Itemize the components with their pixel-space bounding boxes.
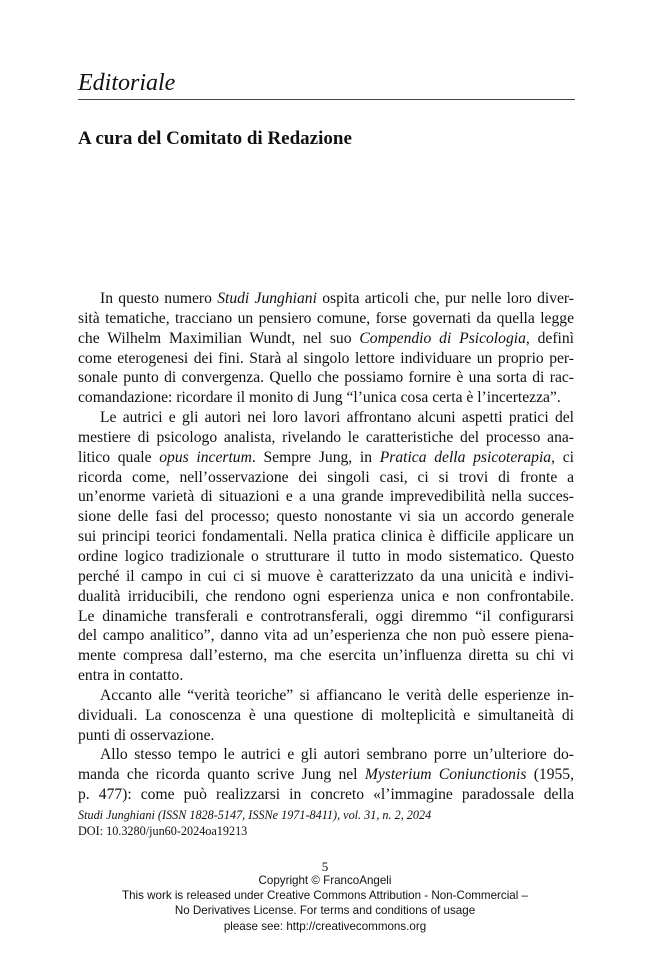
body-line [78,448,574,468]
text-run: entra in contatto. [78,667,184,685]
text-run: , definì [525,329,575,347]
body-line [78,587,574,607]
text-run: Accanto alle “verità teoriche” si affiancano le verità delle esperienze in- [100,686,574,704]
text-run: un’enorme varietà di situazioni e a una grande imprevedibilità nella succes- [78,488,574,506]
body-line [78,329,574,349]
text-run: sione delle fasi del processo; questo nonostante vi sia un accordo generale [78,508,574,526]
text-run: sità tematiche, tracciano un pensiero comune, forse governati da quella legge [78,309,574,327]
text-run: . Sempre Jung, in [251,448,380,466]
text-run: sui principi teorici fondamentali. Nella pratica clinica è difficile applicare un [78,528,574,546]
doi-line: DOI: 10.3280/jun60-2024oa19213 [78,824,248,838]
text-run: manda che ricorda quanto scrive Jung nel [78,766,365,784]
text-run: come eterogenesi dei fini. Starà al singolo lettore individuare un proprio per- [78,349,574,367]
text-run: ordine logico tradizionale o strutturare il tutto in modo sistematico. Questo [78,547,574,565]
italic-title: opus incertum [159,448,252,466]
body-line [78,547,574,567]
body-line [78,607,574,627]
body-line [78,765,574,785]
journal-citation: Studi Junghiani (ISSN 1828-5147, ISSNe 1971-8411), vol. 31, n. 2, 2024 [78,808,432,822]
body-line [78,309,574,329]
body-line [78,726,574,746]
body-line [78,745,574,765]
section-heading: Editoriale [78,70,176,96]
article-body [78,289,574,805]
body-line [78,487,574,507]
license-line: This work is released under Creative Commons Attribution - Non-Commercial – [122,889,528,903]
body-line [78,468,574,488]
text-run: ospita articoli che, pur nelle loro diver- [316,290,574,307]
body-line [78,527,574,547]
body-line [78,368,574,388]
italic-title: Compendio di Psicologia [359,329,526,347]
body-line [78,785,574,805]
page-number: 5 [321,859,329,874]
italic-title: Pratica della psicoterapia [379,448,552,466]
heading-divider [78,99,575,100]
text-run: dualità irriducibili, che rendono ogni esperienza unica e non confrontabile. [78,587,574,605]
text-run: p. 477): come può realizzarsi in concreto «l’immagine paradossale della [78,786,574,804]
text-run: , ci [551,448,574,466]
body-line [78,626,574,646]
license-footer [0,873,650,934]
text-run: che Wilhelm Maximilian Wundt, nel suo [78,329,360,347]
body-line [78,408,574,428]
text-run: Allo stesso tempo le autrici e gli autori sembrano porre un’ulteriore do- [100,746,574,764]
license-line: please see: http://creativecommons.org [223,919,427,933]
citation-block [78,807,431,839]
body-line [78,388,574,408]
body-line [78,686,574,706]
text-run: Le autrici e gli autori nei loro lavori affrontano alcuni aspetti pratici del [100,409,574,427]
text-run: mente compresa dall’esterno, ma che esercita un’influenza diretta su chi vi [78,647,574,665]
article-title: A cura del Comitato di Redazione [78,128,352,149]
text-run: (1955, [526,766,574,784]
italic-title: Mysterium Coniunctionis [364,766,527,784]
body-line [78,666,574,686]
copyright-line: Copyright © FrancoAngeli [258,874,392,887]
text-run: dividuali. La conoscenza è una questione di molteplicità e simultaneità di [78,706,574,724]
text-run: perché il campo in cui ci si muove è caratterizzato da una unicità e indivi- [78,567,574,585]
text-run: del campo analitico”, danno vita ad un’esperienza che non può essere piena- [78,627,574,645]
body-line [78,706,574,726]
body-line [78,428,574,448]
text-run: Le dinamiche transferali e controtransferali, oggi diremmo “il configurarsi [78,607,574,625]
text-run: ricorda come, nell’osservazione dei singoli casi, ci si trovi di fronte a [78,468,574,486]
text-run: litico quale [78,448,160,466]
body-line [78,646,574,666]
text-run: comandazione: ricordare il monito di Jung “l’unica cosa certa è l’incertezza”. [78,389,561,407]
body-line [78,289,574,309]
body-line [78,567,574,587]
license-line: No Derivatives License. For terms and conditions of usage [174,904,476,918]
body-line [78,349,574,369]
text-run: punti di osservazione. [78,726,215,744]
text-run: mestiere di psicologo analista, rivelando le caratteristiche del processo ana- [78,428,574,446]
text-run: sonale punto di convergenza. Quello che possiamo fornire è una sorta di rac- [78,369,574,387]
body-line [78,507,574,527]
text-run: In questo numero [100,290,218,307]
italic-title: Studi Junghiani [217,290,317,307]
